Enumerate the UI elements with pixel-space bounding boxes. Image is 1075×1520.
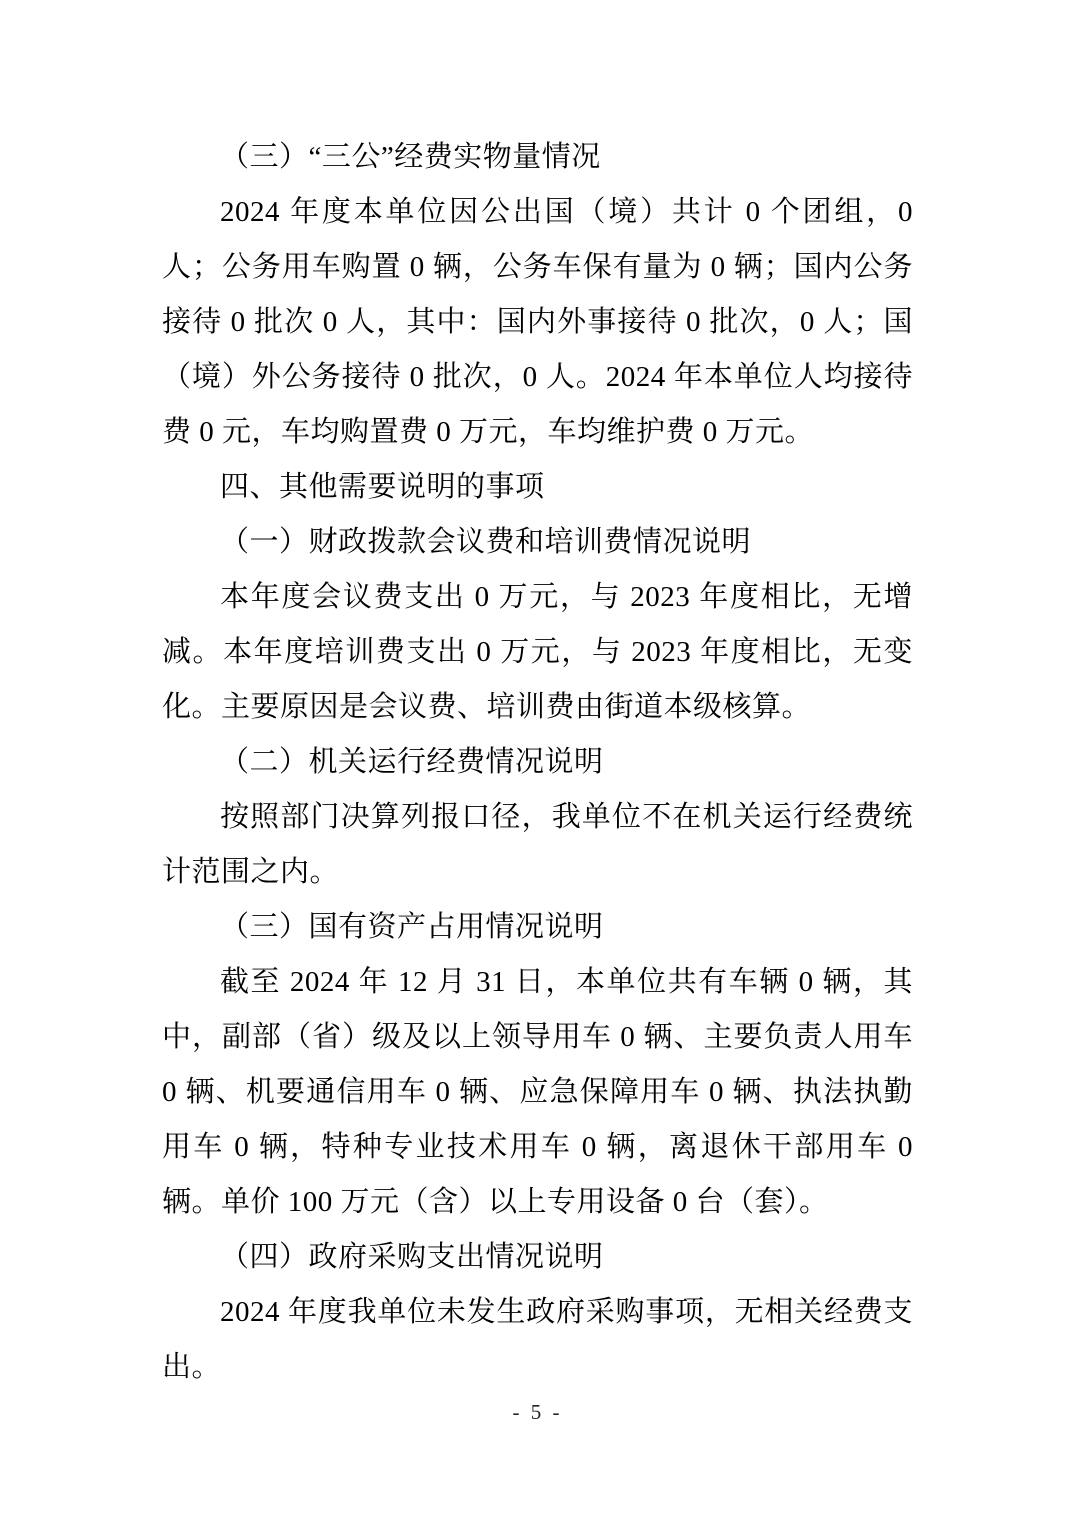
subsection-heading-procurement: （四）政府采购支出情况说明 (220, 1241, 604, 1273)
paragraph-procurement: 2024 年度我单位未发生政府采购事项，无相关经费支出。 (162, 1296, 913, 1383)
subsection-heading-state-assets: （三）国有资产占用情况说明 (220, 911, 604, 943)
page-number: - 5 - (512, 1400, 563, 1424)
paragraph-three-public-physical: 2024 年度本单位因公出国（境）共计 0 个团组，0 人；公务用车购置 0 辆，公务车保有量为 0 辆；国内公务接待 0 批次 0 人，其中：国内外事接待 0 批次，0 人；国（境）外公务接待 0 批次，0 人。2024 年本单位人均接待费 0 元，车均购置费 0 万元，车均维护费 0 万元。 (162, 196, 913, 448)
subsection-heading-meeting-training: （一）财政拨款会议费和培训费情况说明 (220, 526, 752, 558)
subsection-heading-three-public-physical: （三）“三公”经费实物量情况 (220, 141, 601, 173)
section-heading-other-items: 四、其他需要说明的事项 (220, 471, 545, 503)
paragraph-state-assets: 截至 2024 年 12 月 31 日，本单位共有车辆 0 辆，其中，副部（省）级及以上领导用车 0 辆、主要负责人用车 0 辆、机要通信用车 0 辆、应急保障用车 0 辆、执法执勤用车 0 辆，特种专业技术用车 0 辆，离退休干部用车 0 辆。单价 100 万元（含）以上专用设备 0 台（套）。 (162, 966, 913, 1218)
subsection-heading-operating-funds: （二）机关运行经费情况说明 (220, 746, 604, 778)
paragraph-operating-funds: 按照部门决算列报口径，我单位不在机关运行经费统计范围之内。 (162, 801, 913, 888)
paragraph-meeting-training: 本年度会议费支出 0 万元，与 2023 年度相比，无增减。本年度培训费支出 0 万元，与 2023 年度相比，无变化。主要原因是会议费、培训费由街道本级核算。 (162, 581, 913, 723)
document-body (162, 130, 913, 1395)
